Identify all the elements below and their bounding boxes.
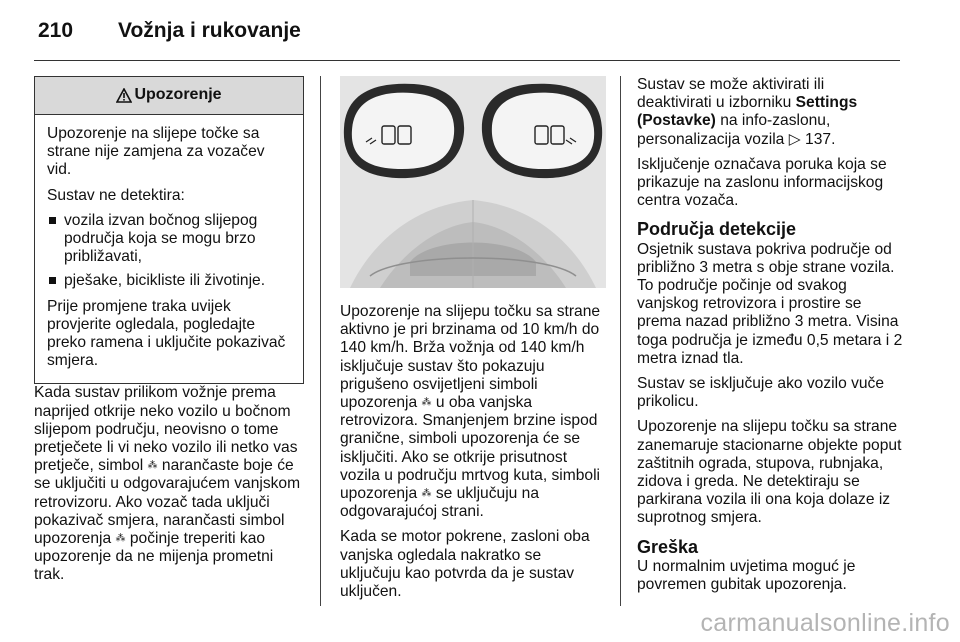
warning-box: [34, 76, 304, 384]
blind-spot-symbol-icon: ⁂: [421, 488, 432, 500]
chapter-title: Vožnja i rukovanje: [118, 19, 301, 42]
body-paragraph: U normalnim uvjetima moguć je povremen gubitak upozorenja.: [637, 557, 856, 594]
section-heading: Područja detekcije: [637, 219, 797, 240]
column-1: [34, 76, 304, 592]
warning-paragraph: Prije promjene traka uvijek provjerite ogledala, pogledajte preko ramena i uključite pokazivač smjera.: [47, 297, 286, 370]
header-rule: [34, 60, 900, 61]
bullet-icon: [49, 217, 56, 224]
section-heading: Greška: [637, 536, 699, 557]
list-item: vozila izvan bočnog slijepog područja koja se mogu brzo približavati,: [47, 212, 291, 267]
body-paragraph: Kada sustav prilikom vožnje prema naprijed otkrije neko vozilo u bočnom slijepom području, neovisno o tome pretječete li vi neko vozilo ili netko vas pretječe, simbol ⁂ narančaste boje će se uključiti u odgovarajućem vanjskom retrovizoru. Ako vozač tada uključi pokazivač smjera, narančasti simbol upozorenja ⁂ počinje treperiti kao upozorenje da ne mijenja prometni trak.: [34, 384, 301, 584]
blind-spot-symbol-icon: ⁂: [115, 533, 126, 545]
body-paragraph: Sustav se isključuje ako vozilo vuče prikolicu.: [637, 375, 885, 411]
warning-paragraph: Sustav ne detektira:: [47, 186, 185, 204]
warning-paragraph: Upozorenje na slijepe točke sa strane nije zamjena za vozačev vid.: [47, 125, 265, 179]
body-paragraph: Kada se motor pokrene, zasloni oba vanjska ogledala nakratko se uključuju kao potvrda da je sustav uključen.: [340, 528, 590, 601]
mirror-illustration: [340, 76, 606, 288]
warning-header: [35, 77, 303, 115]
watermark: carmanualsonline.info: [700, 609, 950, 637]
warning-title: Upozorenje: [134, 86, 222, 104]
warning-triangle-icon: [116, 88, 132, 103]
body-paragraph: Osjetnik sustava pokriva područje od približno 3 metra s obje strane vozila. To područje počinje od svakog vanjskog retrovizora i prostire se prema nazad približno 3 metra. Visina toga područja je između 0,5 metara i 2 metra iznad tla.: [637, 240, 903, 367]
column-divider-1: [320, 76, 321, 606]
bullet-icon: [49, 277, 56, 284]
menu-name: Settings (Postavke): [637, 94, 858, 130]
warning-body: [35, 115, 303, 383]
blind-spot-symbol-icon: ⁂: [147, 460, 158, 472]
column-3: [637, 76, 903, 601]
page-reference-icon: ▷: [788, 130, 801, 148]
body-paragraph: Upozorenje na slijepu točku sa strane zanemaruje stacionarne objekte poput zaštitnih ograda, stupova, rubnjaka, zidova i greda. Ne detektiraju se parkirana vozila ili ona koja dolaze iz suprotnog smjera.: [637, 418, 902, 527]
body-paragraph: Upozorenje na slijepu točku sa strane aktivno je pri brzinama od 10 km/h do 140 km/h. Brža vožnja od 140 km/h isključuje sustav što pokazuju prigušeno osvijetljeni simboli upozorenja ⁂ u oba vanjska retrovizora. Smanjenjem brzine ispod granične, simboli upozorenja će se isključiti. Ako se otkrije prisutnost vozila u području mrtvog kuta, simboli upozorenja ⁂ se uključuju na odgovarajućoj strani.: [340, 303, 601, 521]
column-divider-2: [620, 76, 621, 606]
list-item: pješake, bicikliste ili životinje.: [47, 272, 291, 290]
page-number: 210: [38, 19, 74, 42]
body-paragraph: Isključenje označava poruka koja se prikazuje na zaslonu informacijskog centra vozača.: [637, 155, 887, 210]
column-2: [340, 76, 606, 608]
blind-spot-symbol-icon: ⁂: [421, 397, 432, 409]
page-reference[interactable]: 137.: [805, 130, 836, 148]
body-paragraph: Sustav se može aktivirati ili deaktivirati u izborniku Settings (Postavke) na info-zaslonu, personalizacija vozila ▷ 137.: [637, 76, 858, 148]
warning-list: [47, 212, 291, 291]
page-header: [34, 10, 900, 50]
